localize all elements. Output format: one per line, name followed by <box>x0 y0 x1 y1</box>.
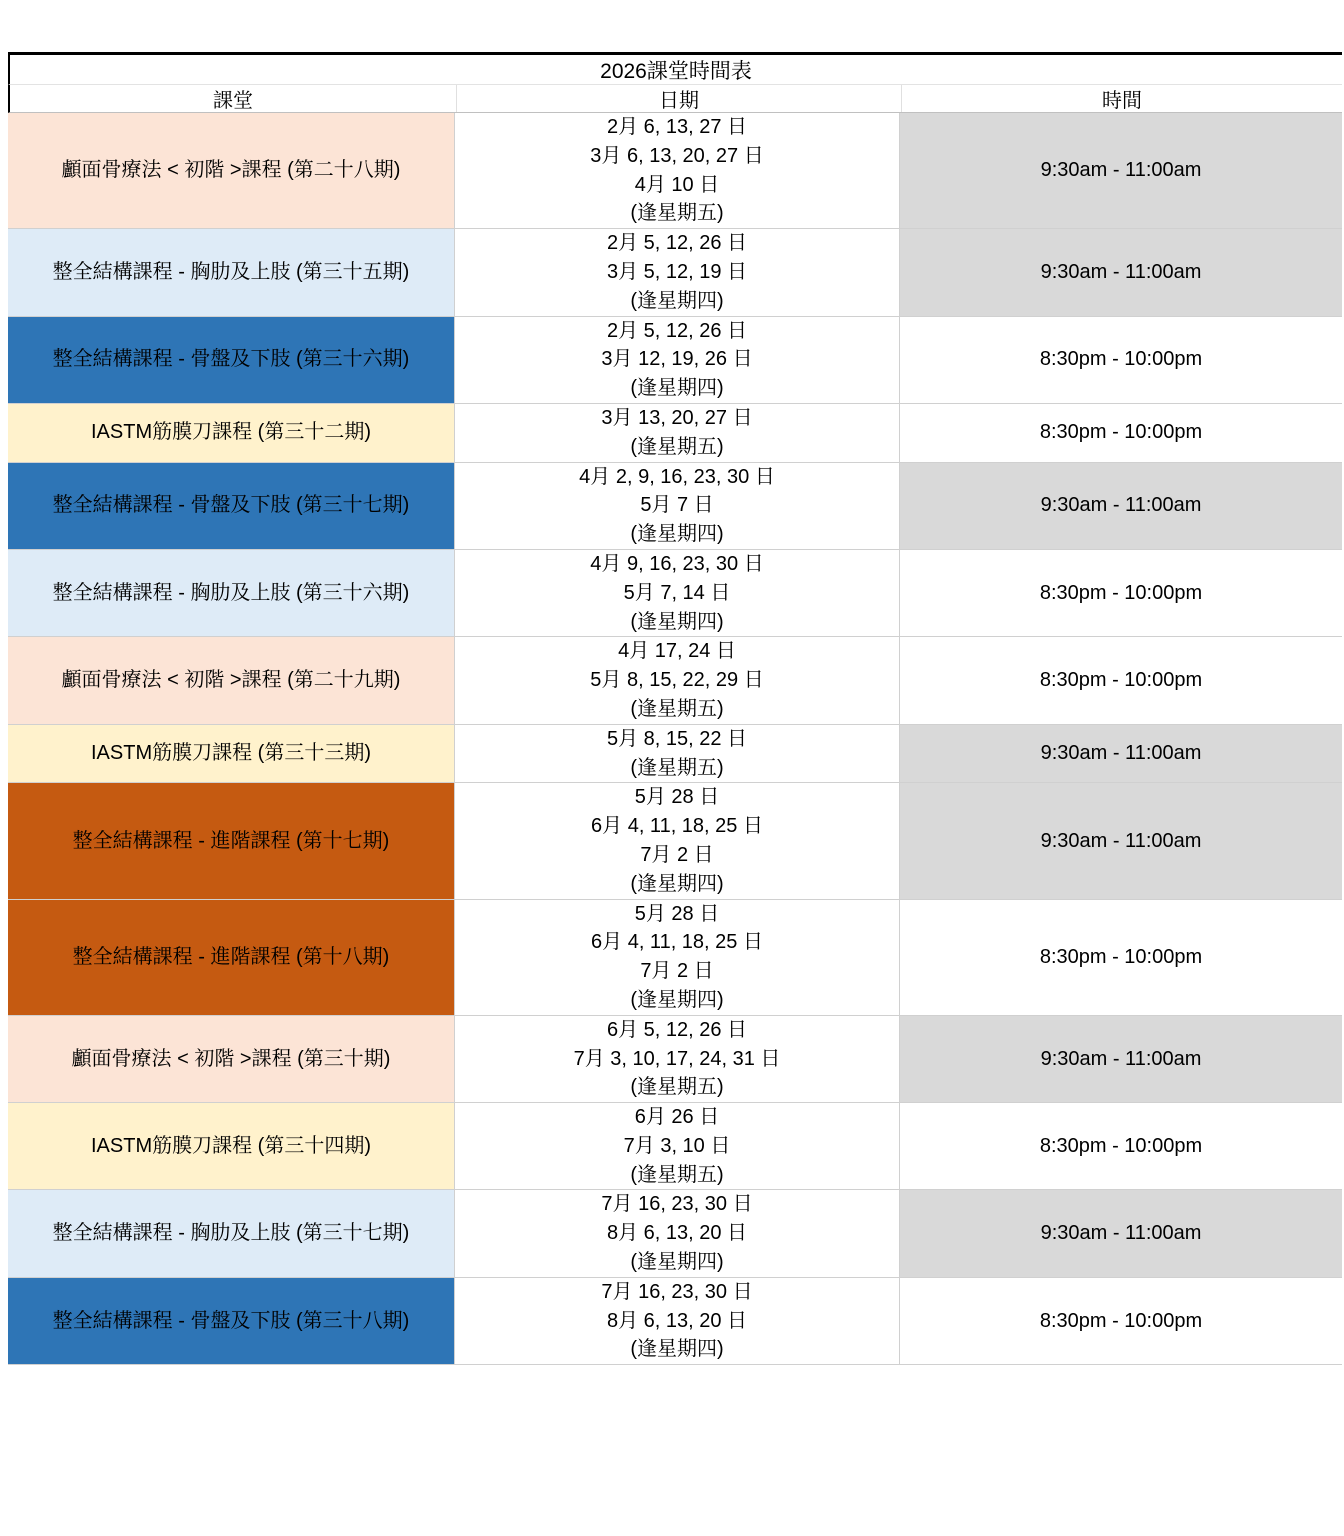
course-name-cell: 整全結構課程 - 胸肋及上肢 (第三十五期) <box>8 229 455 316</box>
course-time-cell: 9:30am - 11:00am <box>900 1190 1342 1277</box>
date-line: (逢星期五) <box>630 697 724 720</box>
date-line: 2月 5, 12, 26 日 <box>606 232 748 255</box>
date-line: 7月 16, 23, 30 日 <box>601 1193 753 1216</box>
table-title: 2026課堂時間表 <box>8 52 1342 85</box>
date-line: (逢星期四) <box>630 872 724 895</box>
course-dates-cell <box>455 550 900 637</box>
course-time-cell: 9:30am - 11:00am <box>900 229 1342 316</box>
course-dates-cell <box>455 1190 900 1277</box>
course-time-cell: 8:30pm - 10:00pm <box>900 550 1342 637</box>
table-row <box>8 404 1342 463</box>
date-line: 5月 28 日 <box>634 786 720 809</box>
date-line: 5月 7 日 <box>640 494 714 517</box>
date-line: (逢星期五) <box>630 435 724 458</box>
table-row <box>8 1103 1342 1190</box>
course-name-cell: IASTM筋膜刀課程 (第三十四期) <box>8 1103 455 1190</box>
course-time-cell: 8:30pm - 10:00pm <box>900 900 1342 1016</box>
date-line: 5月 7, 14 日 <box>623 581 731 604</box>
course-name-cell: 整全結構課程 - 進階課程 (第十八期) <box>8 900 455 1016</box>
course-dates-cell <box>455 1278 900 1365</box>
table-row <box>8 463 1342 550</box>
date-line: 3月 13, 20, 27 日 <box>601 406 753 429</box>
table-row <box>8 1278 1342 1365</box>
course-name-cell: 顱面骨療法 < 初階 >課程 (第二十八期) <box>8 113 455 229</box>
course-name-cell: IASTM筋膜刀課程 (第三十二期) <box>8 404 455 463</box>
header-date: 日期 <box>457 85 902 112</box>
table-body <box>8 113 1342 1365</box>
course-dates-cell <box>455 463 900 550</box>
table-row <box>8 550 1342 637</box>
course-time-cell: 9:30am - 11:00am <box>900 463 1342 550</box>
date-line: (逢星期五) <box>630 202 724 225</box>
course-time-cell: 9:30am - 11:00am <box>900 725 1342 784</box>
course-name-cell: 整全結構課程 - 胸肋及上肢 (第三十六期) <box>8 550 455 637</box>
date-line: (逢星期四) <box>630 377 724 400</box>
course-name-cell: 顱面骨療法 < 初階 >課程 (第三十期) <box>8 1016 455 1103</box>
table-row <box>8 229 1342 316</box>
date-line: 3月 6, 13, 20, 27 日 <box>590 144 764 167</box>
course-time-cell: 8:30pm - 10:00pm <box>900 1103 1342 1190</box>
date-line: 5月 8, 15, 22, 29 日 <box>590 669 764 692</box>
date-line: 6月 4, 11, 18, 25 日 <box>591 931 763 954</box>
date-line: 7月 16, 23, 30 日 <box>601 1280 753 1303</box>
table-row <box>8 1016 1342 1103</box>
course-name-cell: 顱面骨療法 < 初階 >課程 (第二十九期) <box>8 637 455 724</box>
date-line: 7月 3, 10 日 <box>623 1134 731 1157</box>
date-line: 7月 2 日 <box>640 960 714 983</box>
date-line: (逢星期四) <box>630 289 724 312</box>
table-row <box>8 637 1342 724</box>
date-line: (逢星期五) <box>630 1163 724 1186</box>
date-line: 6月 26 日 <box>634 1106 720 1129</box>
course-time-cell: 9:30am - 11:00am <box>900 783 1342 899</box>
course-dates-cell <box>455 783 900 899</box>
course-dates-cell <box>455 725 900 784</box>
date-line: (逢星期五) <box>630 756 724 779</box>
date-line: 5月 8, 15, 22 日 <box>606 727 748 750</box>
course-name-cell: 整全結構課程 - 骨盤及下肢 (第三十六期) <box>8 317 455 404</box>
date-line: 6月 5, 12, 26 日 <box>606 1018 748 1041</box>
table-row <box>8 725 1342 784</box>
course-time-cell: 8:30pm - 10:00pm <box>900 637 1342 724</box>
table-row <box>8 1190 1342 1277</box>
header-time: 時間 <box>1102 90 1142 112</box>
date-line: (逢星期五) <box>630 1076 724 1099</box>
date-line: 8月 6, 13, 20 日 <box>606 1222 748 1245</box>
table-row <box>8 317 1342 404</box>
course-time-cell: 9:30am - 11:00am <box>900 113 1342 229</box>
date-line: 8月 6, 13, 20 日 <box>606 1309 748 1332</box>
table-row <box>8 113 1342 229</box>
course-dates-cell <box>455 900 900 1016</box>
header-class: 課堂 <box>10 85 457 112</box>
date-line: 4月 10 日 <box>634 173 720 196</box>
timetable <box>8 52 1342 1365</box>
date-line: 3月 12, 19, 26 日 <box>601 348 753 371</box>
table-row <box>8 900 1342 1016</box>
course-time-cell: 8:30pm - 10:00pm <box>900 1278 1342 1365</box>
table-row <box>8 783 1342 899</box>
course-name-cell: 整全結構課程 - 胸肋及上肢 (第三十七期) <box>8 1190 455 1277</box>
date-line: 4月 2, 9, 16, 23, 30 日 <box>579 465 775 488</box>
course-name-cell: IASTM筋膜刀課程 (第三十三期) <box>8 725 455 784</box>
date-line: 3月 5, 12, 19 日 <box>606 260 748 283</box>
course-dates-cell <box>455 317 900 404</box>
date-line: (逢星期四) <box>630 523 724 546</box>
course-dates-cell <box>455 1103 900 1190</box>
course-dates-cell <box>455 404 900 463</box>
course-time-cell: 9:30am - 11:00am <box>900 1016 1342 1103</box>
course-time-cell: 8:30pm - 10:00pm <box>900 317 1342 404</box>
date-line: (逢星期四) <box>630 1338 724 1361</box>
date-line: 2月 6, 13, 27 日 <box>606 116 748 138</box>
course-dates-cell <box>455 229 900 316</box>
date-line: 7月 2 日 <box>640 843 714 866</box>
course-name-cell: 整全結構課程 - 進階課程 (第十七期) <box>8 783 455 899</box>
table-header <box>8 85 1342 113</box>
date-line: 6月 4, 11, 18, 25 日 <box>591 815 763 838</box>
date-line: (逢星期四) <box>630 610 724 633</box>
course-name-cell: 整全結構課程 - 骨盤及下肢 (第三十七期) <box>8 463 455 550</box>
course-dates-cell <box>455 113 900 229</box>
date-line: 2月 5, 12, 26 日 <box>606 319 748 342</box>
date-line: 7月 3, 10, 17, 24, 31 日 <box>573 1047 781 1070</box>
course-dates-cell <box>455 637 900 724</box>
date-line: 5月 28 日 <box>634 902 720 925</box>
date-line: 4月 17, 24 日 <box>618 640 736 663</box>
date-line: (逢星期四) <box>630 1251 724 1274</box>
course-dates-cell <box>455 1016 900 1103</box>
course-time-cell: 8:30pm - 10:00pm <box>900 404 1342 463</box>
course-name-cell: 整全結構課程 - 骨盤及下肢 (第三十八期) <box>8 1278 455 1365</box>
date-line: 4月 9, 16, 23, 30 日 <box>590 552 764 575</box>
date-line: (逢星期四) <box>630 988 724 1011</box>
